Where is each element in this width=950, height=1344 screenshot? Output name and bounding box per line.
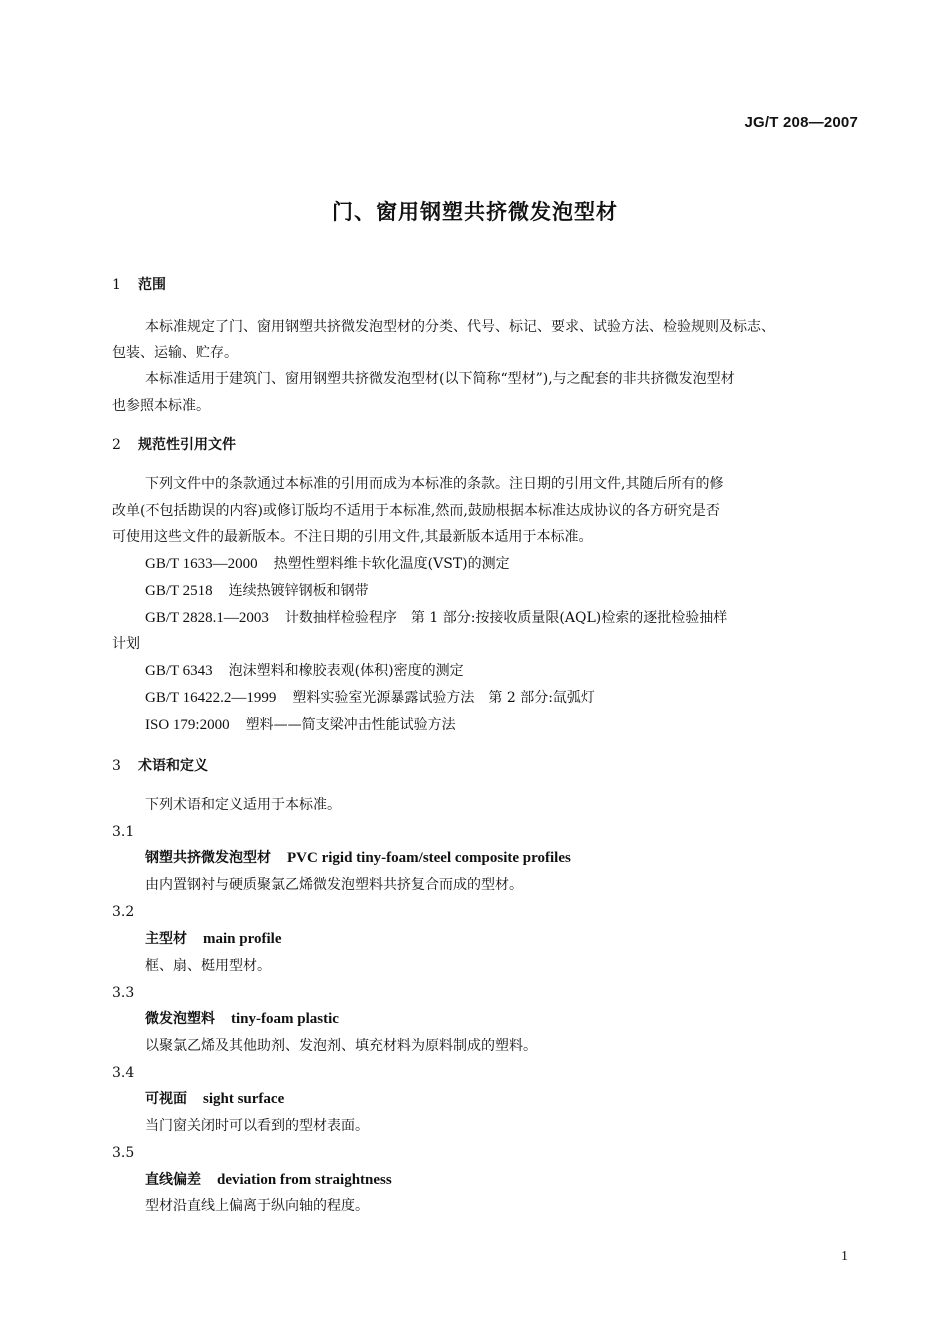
reference-item <box>145 554 510 574</box>
term-english: deviation from straightness <box>217 1172 392 1188</box>
section-1-heading <box>112 275 166 295</box>
reference-item <box>145 688 595 708</box>
clause-number: 3.3 <box>112 985 135 1001</box>
term-english: sight surface <box>203 1091 285 1107</box>
clause-number: 3.4 <box>112 1065 135 1081</box>
term-chinese: 可视面 <box>145 1091 187 1107</box>
reference-title: 连续热镀锌钢板和钢带 <box>228 583 369 599</box>
paragraph-line: 可使用这些文件的最新版本。不注日期的引用文件,其最新版本适用于本标准。 <box>112 529 593 545</box>
paragraph-line: 下列文件中的条款通过本标准的引用而成为本标准的条款。注日期的引用文件,其随后所有的修 <box>145 476 724 492</box>
term-entry <box>145 1170 392 1190</box>
term-english: tiny-foam plastic <box>231 1011 339 1027</box>
term-chinese: 微发泡塑料 <box>145 1011 215 1027</box>
reference-item <box>145 661 464 681</box>
term-definition: 框、扇、梃用型材。 <box>145 958 271 974</box>
term-entry <box>145 1089 284 1109</box>
document-title: 门、窗用钢塑共挤微发泡型材 <box>332 200 618 224</box>
term-definition: 当门窗关闭时可以看到的型材表面。 <box>145 1118 369 1134</box>
section-2-heading <box>112 435 236 455</box>
reference-title: 塑料——简支梁冲击性能试验方法 <box>245 717 456 733</box>
term-entry <box>145 1009 339 1029</box>
paragraph-line: 本标准规定了门、窗用钢塑共挤微发泡型材的分类、代号、标记、要求、试验方法、检验规则及标志、 <box>145 319 775 335</box>
term-chinese: 主型材 <box>145 931 187 947</box>
term-chinese: 直线偏差 <box>145 1172 201 1188</box>
term-english: PVC rigid tiny-foam/steel composite profiles <box>287 850 571 866</box>
reference-title: 计数抽样检验程序 第 1 部分:按接收质量限(AQL)检索的逐批检验抽样 <box>284 610 728 626</box>
term-chinese: 钢塑共挤微发泡型材 <box>145 850 271 866</box>
clause-number: 3.1 <box>112 824 135 840</box>
section-title: 规范性引用文件 <box>138 437 236 453</box>
reference-continuation: 计划 <box>112 636 140 652</box>
clause-number: 3.2 <box>112 904 135 920</box>
reference-title: 塑料实验室光源暴露试验方法 第 2 部分:氙弧灯 <box>292 690 595 706</box>
reference-item <box>145 581 369 601</box>
term-entry <box>145 848 571 868</box>
paragraph-line: 本标准适用于建筑门、窗用钢塑共挤微发泡型材(以下简称“型材”),与之配套的非共挤微发泡型材 <box>145 371 735 387</box>
section-number: 1 <box>112 277 121 293</box>
reference-code: GB/T 2828.1—2003 <box>145 610 269 626</box>
reference-title: 泡沫塑料和橡胶表观(体积)密度的测定 <box>228 663 464 679</box>
reference-code: GB/T 6343 <box>145 663 213 679</box>
term-definition: 由内置钢衬与硬质聚氯乙烯微发泡塑料共挤复合而成的型材。 <box>145 877 523 893</box>
term-entry <box>145 929 281 949</box>
section-title: 术语和定义 <box>138 758 208 774</box>
term-english: main profile <box>203 931 282 947</box>
page-number: 1 <box>841 1249 848 1264</box>
reference-code: GB/T 2518 <box>145 583 213 599</box>
standard-code: JG/T 208—2007 <box>744 114 858 131</box>
term-definition: 型材沿直线上偏离于纵向轴的程度。 <box>145 1198 369 1214</box>
reference-code: ISO 179:2000 <box>145 717 230 733</box>
term-definition: 以聚氯乙烯及其他助剂、发泡剂、填充材料为原料制成的塑料。 <box>145 1038 537 1054</box>
paragraph-line: 也参照本标准。 <box>112 398 210 414</box>
section-3-heading <box>112 756 208 776</box>
section-title: 范围 <box>138 277 166 293</box>
reference-code: GB/T 16422.2—1999 <box>145 690 277 706</box>
paragraph-line: 下列术语和定义适用于本标准。 <box>145 797 341 813</box>
clause-number: 3.5 <box>112 1145 135 1161</box>
paragraph-line: 改单(不包括勘误的内容)或修订版均不适用于本标准,然而,鼓励根据本标准达成协议的各方研究是否 <box>112 503 720 519</box>
section-number: 2 <box>112 437 121 453</box>
reference-item <box>145 608 727 628</box>
reference-title: 热塑性塑料维卡软化温度(VST)的测定 <box>273 556 510 572</box>
section-number: 3 <box>112 758 121 774</box>
reference-code: GB/T 1633—2000 <box>145 556 258 572</box>
paragraph-line: 包装、运输、贮存。 <box>112 345 238 361</box>
reference-item <box>145 715 456 735</box>
